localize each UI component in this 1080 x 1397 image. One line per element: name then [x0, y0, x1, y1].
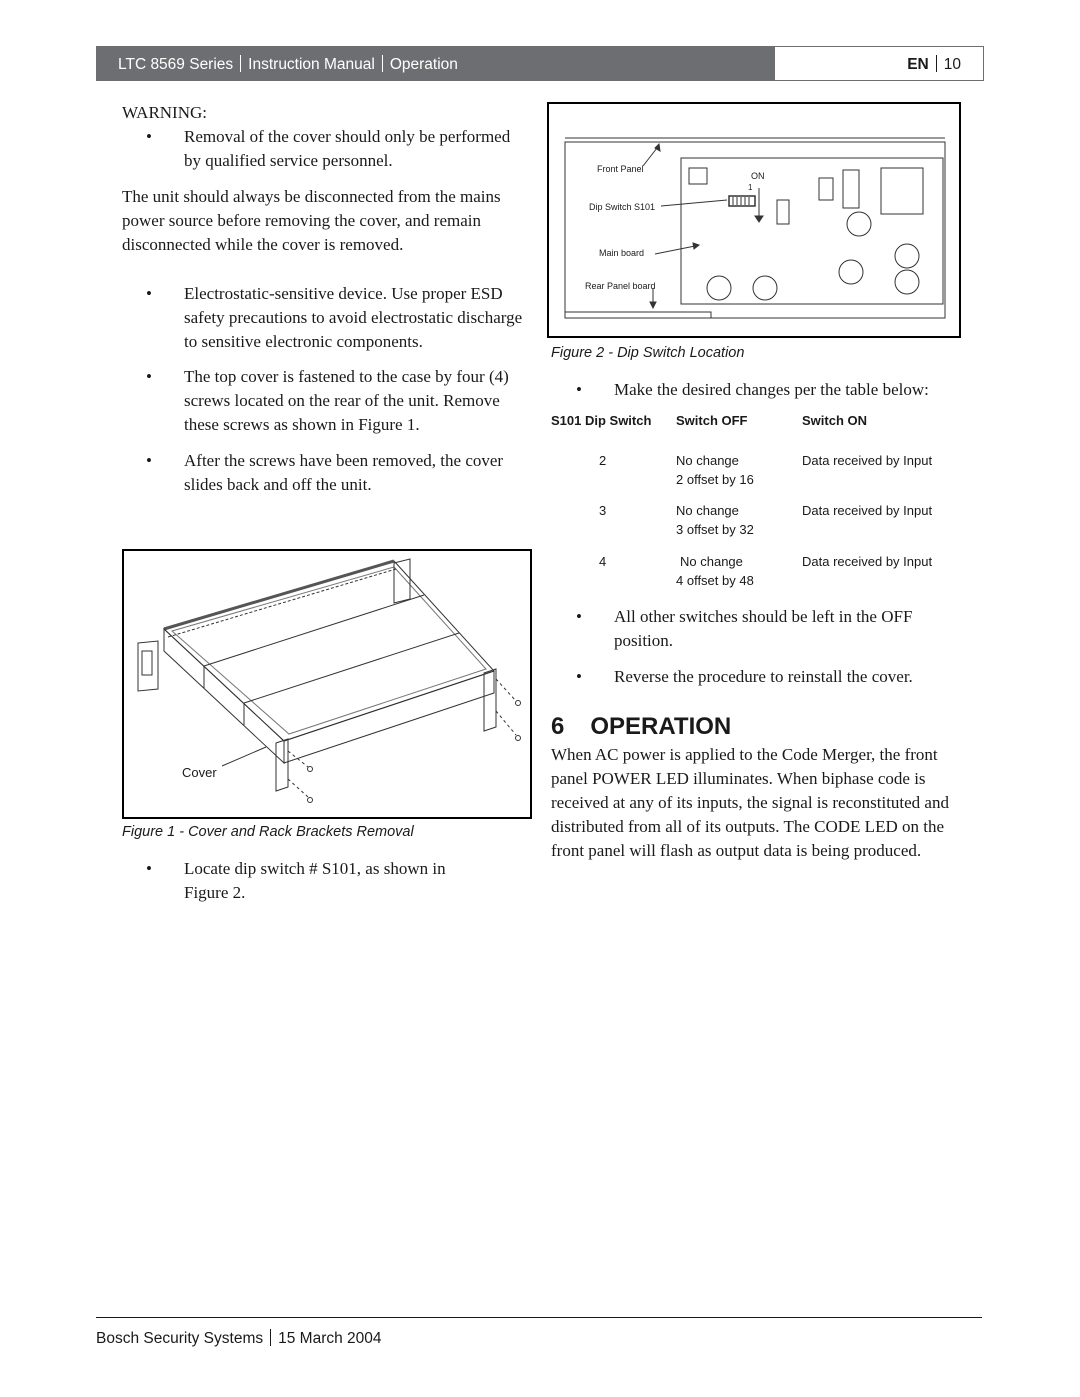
dip-switch-table	[551, 413, 971, 598]
dip-switch-label: Dip Switch S101	[589, 202, 656, 212]
row-switch-on: Data received by Input	[802, 453, 933, 468]
bullet-text: Locate dip switch # S101, as shown in Figure 2.	[184, 859, 446, 902]
row-switch-offset: 4 offset by 48	[676, 573, 754, 588]
row-switch-off: No change	[680, 554, 743, 569]
cover-top	[164, 561, 494, 741]
figure-1-caption: Figure 1 - Cover and Rack Brackets Removal	[122, 824, 414, 840]
header-page-number: 10	[943, 56, 961, 73]
cover-label: Cover	[182, 765, 217, 780]
section-title: OPERATION	[590, 713, 732, 740]
row-switch-off: No change	[676, 503, 739, 518]
side-face	[284, 671, 494, 763]
screw	[308, 798, 313, 803]
footer-company: Bosch Security Systems	[96, 1330, 264, 1347]
bullet-text: Make the desired changes per the table below:	[614, 380, 929, 399]
front-panel-label: Front Panel	[597, 164, 644, 174]
row-switch-offset: 3 offset by 32	[676, 522, 754, 537]
screw	[516, 736, 521, 741]
figure-1-cover-removal	[122, 549, 532, 819]
bullet-text: Reverse the procedure to reinstall the cover.	[614, 667, 913, 686]
row-switch-number: 4	[599, 554, 607, 569]
footer-date: 15 March 2004	[278, 1330, 382, 1347]
header-series: LTC 8569 Series	[118, 56, 234, 73]
bullet-text: The top cover is fastened to the case by four (4) screws located on the rear of the unit. Remove these screws as shown in Figure 1.	[184, 367, 509, 434]
figure-2-dip-location	[547, 102, 961, 338]
row-switch-number: 3	[599, 503, 607, 518]
row-switch-number: 2	[599, 453, 607, 468]
row-switch-offset: 2 offset by 16	[676, 472, 754, 487]
board-layout-drawing	[549, 104, 959, 336]
header-page-box	[774, 46, 984, 81]
row-switch-on: Data received by Input	[802, 503, 933, 518]
footer-rule	[96, 1317, 982, 1318]
on-label: ON	[751, 171, 765, 181]
row-switch-off: No change	[676, 453, 739, 468]
warning-label: WARNING:	[122, 103, 207, 122]
section-number: 6	[551, 713, 565, 740]
bullet-text: After the screws have been removed, the cover slides back and off the unit.	[184, 451, 504, 494]
table-header-off: Switch OFF	[676, 413, 748, 428]
header-lang: EN	[907, 56, 929, 73]
main-board-label: Main board	[599, 248, 645, 258]
bullet-text: All other switches should be left in the OFF position.	[614, 607, 913, 650]
row-switch-on: Data received by Input	[802, 554, 933, 569]
rear-bracket	[394, 559, 410, 603]
bullet-text: Removal of the cover should only be performed by qualified service personnel.	[184, 127, 511, 170]
figure-2-caption: Figure 2 - Dip Switch Location	[551, 345, 745, 361]
table-header-switch: S101 Dip Switch	[551, 413, 652, 428]
header-page	[907, 55, 961, 74]
switch-one-label: 1	[748, 183, 753, 192]
header-bar	[96, 46, 774, 81]
main-board	[681, 158, 943, 304]
header-section: Operation	[389, 56, 458, 73]
screw	[308, 767, 313, 772]
section-heading	[551, 713, 731, 741]
header-manual: Instruction Manual	[248, 56, 375, 73]
operation-paragraph: When AC power is applied to the Code Merger, the front panel POWER LED illuminates. When biphase code is received at any of its inputs, the signal is reconstituted and distributed from all of its outputs. The CODE LED on the front panel will flash as output data is being produced.	[551, 745, 949, 860]
table-header-on: Switch ON	[802, 413, 868, 428]
rear-panel-label: Rear Panel board	[585, 281, 656, 291]
disconnect-paragraph: The unit should always be disconnected from the mains power source before removing the cover, and remain disconnected while the cover is removed.	[122, 187, 501, 254]
header-title	[118, 55, 458, 74]
footer	[96, 1329, 382, 1348]
bullet-text: Electrostatic-sensitive device. Use proper ESD safety precautions to avoid electrostatic discharge to sensitive electronic components.	[184, 284, 523, 351]
left-rack-bracket	[138, 641, 158, 691]
screw	[516, 701, 521, 706]
